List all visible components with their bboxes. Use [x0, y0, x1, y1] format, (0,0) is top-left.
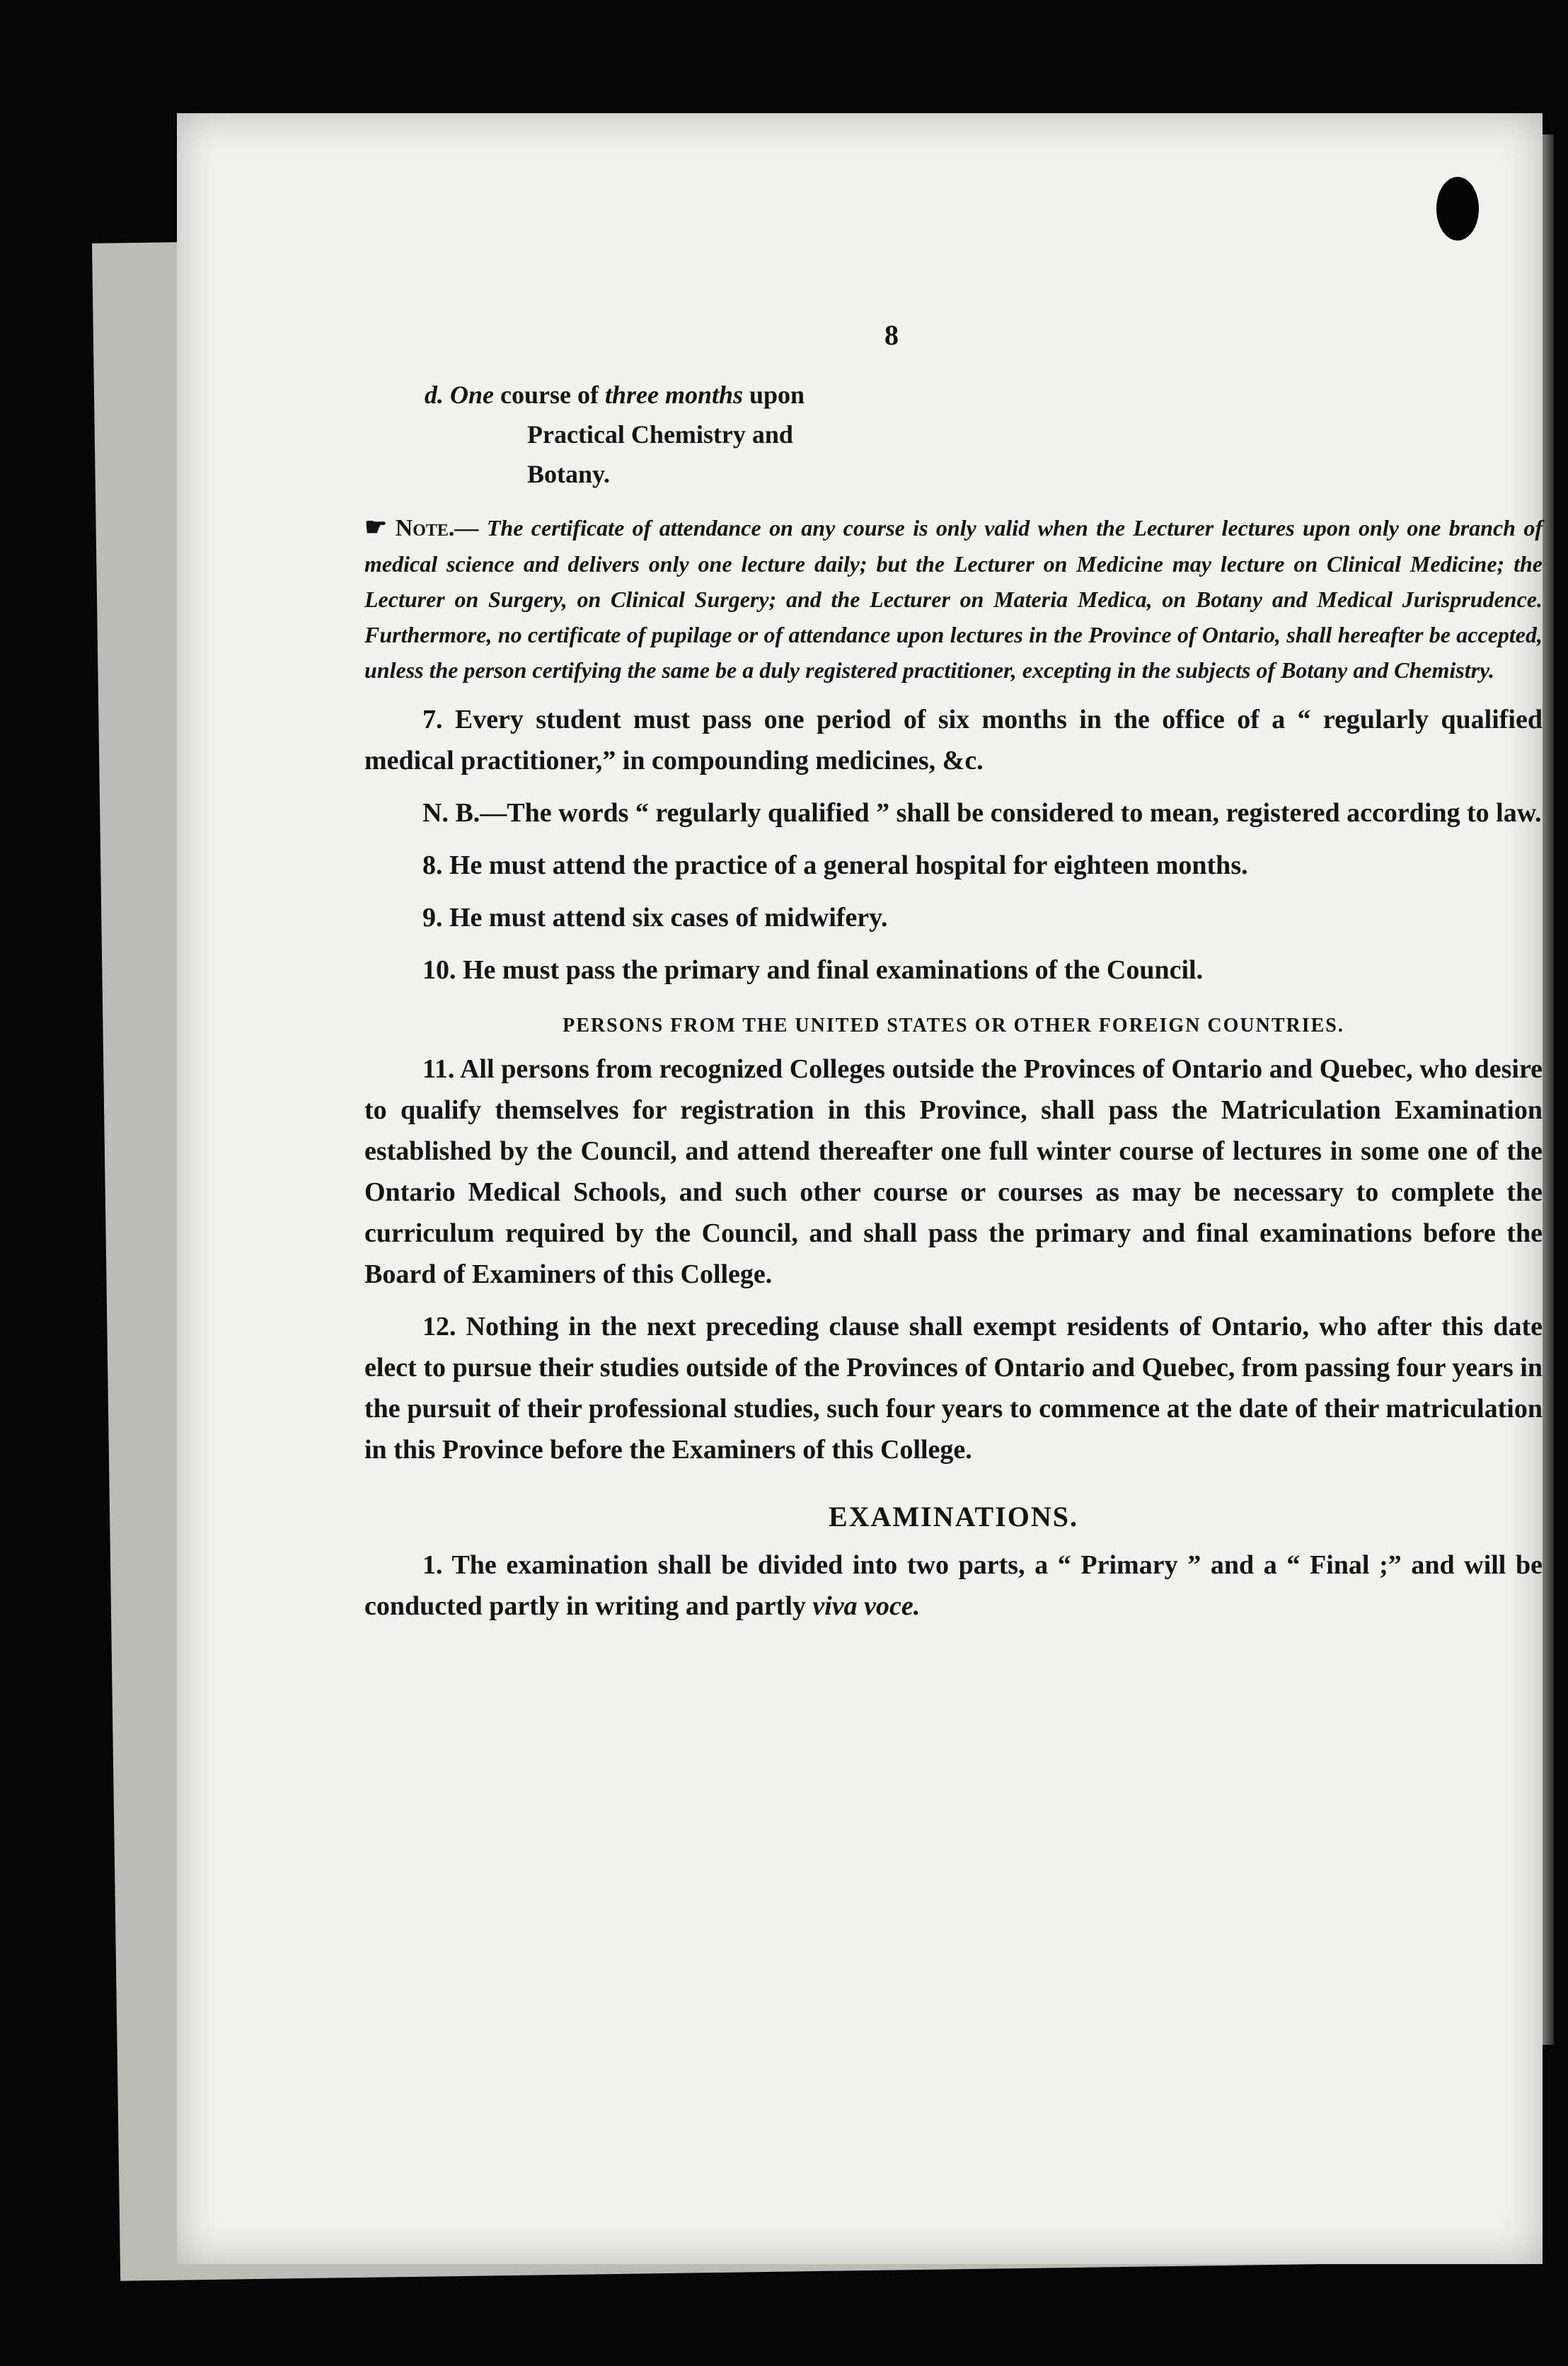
examinations-heading: EXAMINATIONS.	[828, 1501, 1079, 1533]
item-d-three-months: three months	[604, 381, 744, 409]
paragraph-8: 8. He must attend the practice of a general hospital for eighteen months.	[422, 850, 1248, 880]
examinations-paragraph-1	[364, 1545, 1543, 1627]
item-d-line-2: Practical Chemistry and	[527, 420, 793, 449]
paragraph-11: 11. All persons from recognized Colleges outside the Provinces of Ontario and Quebec, who desire to qualify themselves for registration in this Province, shall pass the Matriculation Examination established by the Council, and attend thereafter one full winter course of lectures in some one of the Ontario Medical Schools, and such other course or courses as may be necessary to complete the curriculum required by the Council, and shall pass the primary and final examinations before the Board of Examiners of this College.	[364, 1054, 1543, 1289]
item-d-line-3: Botany.	[527, 460, 611, 488]
paragraph-9: 9. He must attend six cases of midwifery.	[422, 903, 888, 933]
page-content	[364, 375, 1543, 1627]
note-text: The certificate of attendance on any course is only valid when the Lecturer lectures upon only one branch of medical science and delivers only one lecture daily; but the Lecturer on Medicine may lecture on Clinical Medicine; the Lecturer on Surgery, on Clinical Surgery; and the Lecturer on Materia Medica, on Botany and Medical Jurisprudence. Furthermore, no certificate of pupilage or of attendance upon lectures in the Province of Ontario, shall hereafter be accepted, unless the person certifying the same be a duly registered practitioner, excepting in the subjects of Botany and Chemistry.	[364, 515, 1543, 683]
paragraph-nb: N. B.—The words “ regularly qualified ” shall be considered to mean, registered according to law.	[422, 798, 1542, 828]
pointing-hand-icon: ☛	[364, 513, 388, 541]
paragraph-12: 12. Nothing in the next preceding clause shall exempt residents of Ontario, who after this date elect to pursue their studies outside of the Provinces of Ontario and Quebec, from passing four years in the pursuit of their professional studies, such four years to commence at the date of their matriculation in this Province before the Examiners of this College.	[364, 1312, 1543, 1465]
foreign-countries-heading: PERSONS FROM THE UNITED STATES OR OTHER FOREIGN COUNTRIES.	[563, 1015, 1344, 1037]
paragraph-10: 10. He must pass the primary and final examinations of the Council.	[422, 955, 1204, 985]
examinations-paragraph-1-italic: viva voce.	[812, 1591, 921, 1621]
item-d-label: d.	[425, 381, 444, 409]
page-number: 8	[884, 319, 899, 351]
punch-hole-icon	[1436, 177, 1479, 241]
note-paragraph	[364, 509, 1543, 688]
item-d-upon: upon	[749, 381, 805, 409]
document-page	[177, 113, 1543, 2264]
examinations-paragraph-1-text: 1. The examination shall be divided into two parts, a “ Primary ” and a “ Final ;” and will be conducted partly in writing and partly	[364, 1550, 1543, 1621]
note-heading: Note.—	[395, 515, 479, 541]
item-d	[425, 375, 1543, 494]
paragraph-7: 7. Every student must pass one period of six months in the office of a “ regularly qualified medical practitioner,” in compounding medicines, &c.	[364, 705, 1543, 775]
item-d-one: One	[450, 381, 494, 409]
item-d-course-of: course of	[500, 381, 599, 409]
